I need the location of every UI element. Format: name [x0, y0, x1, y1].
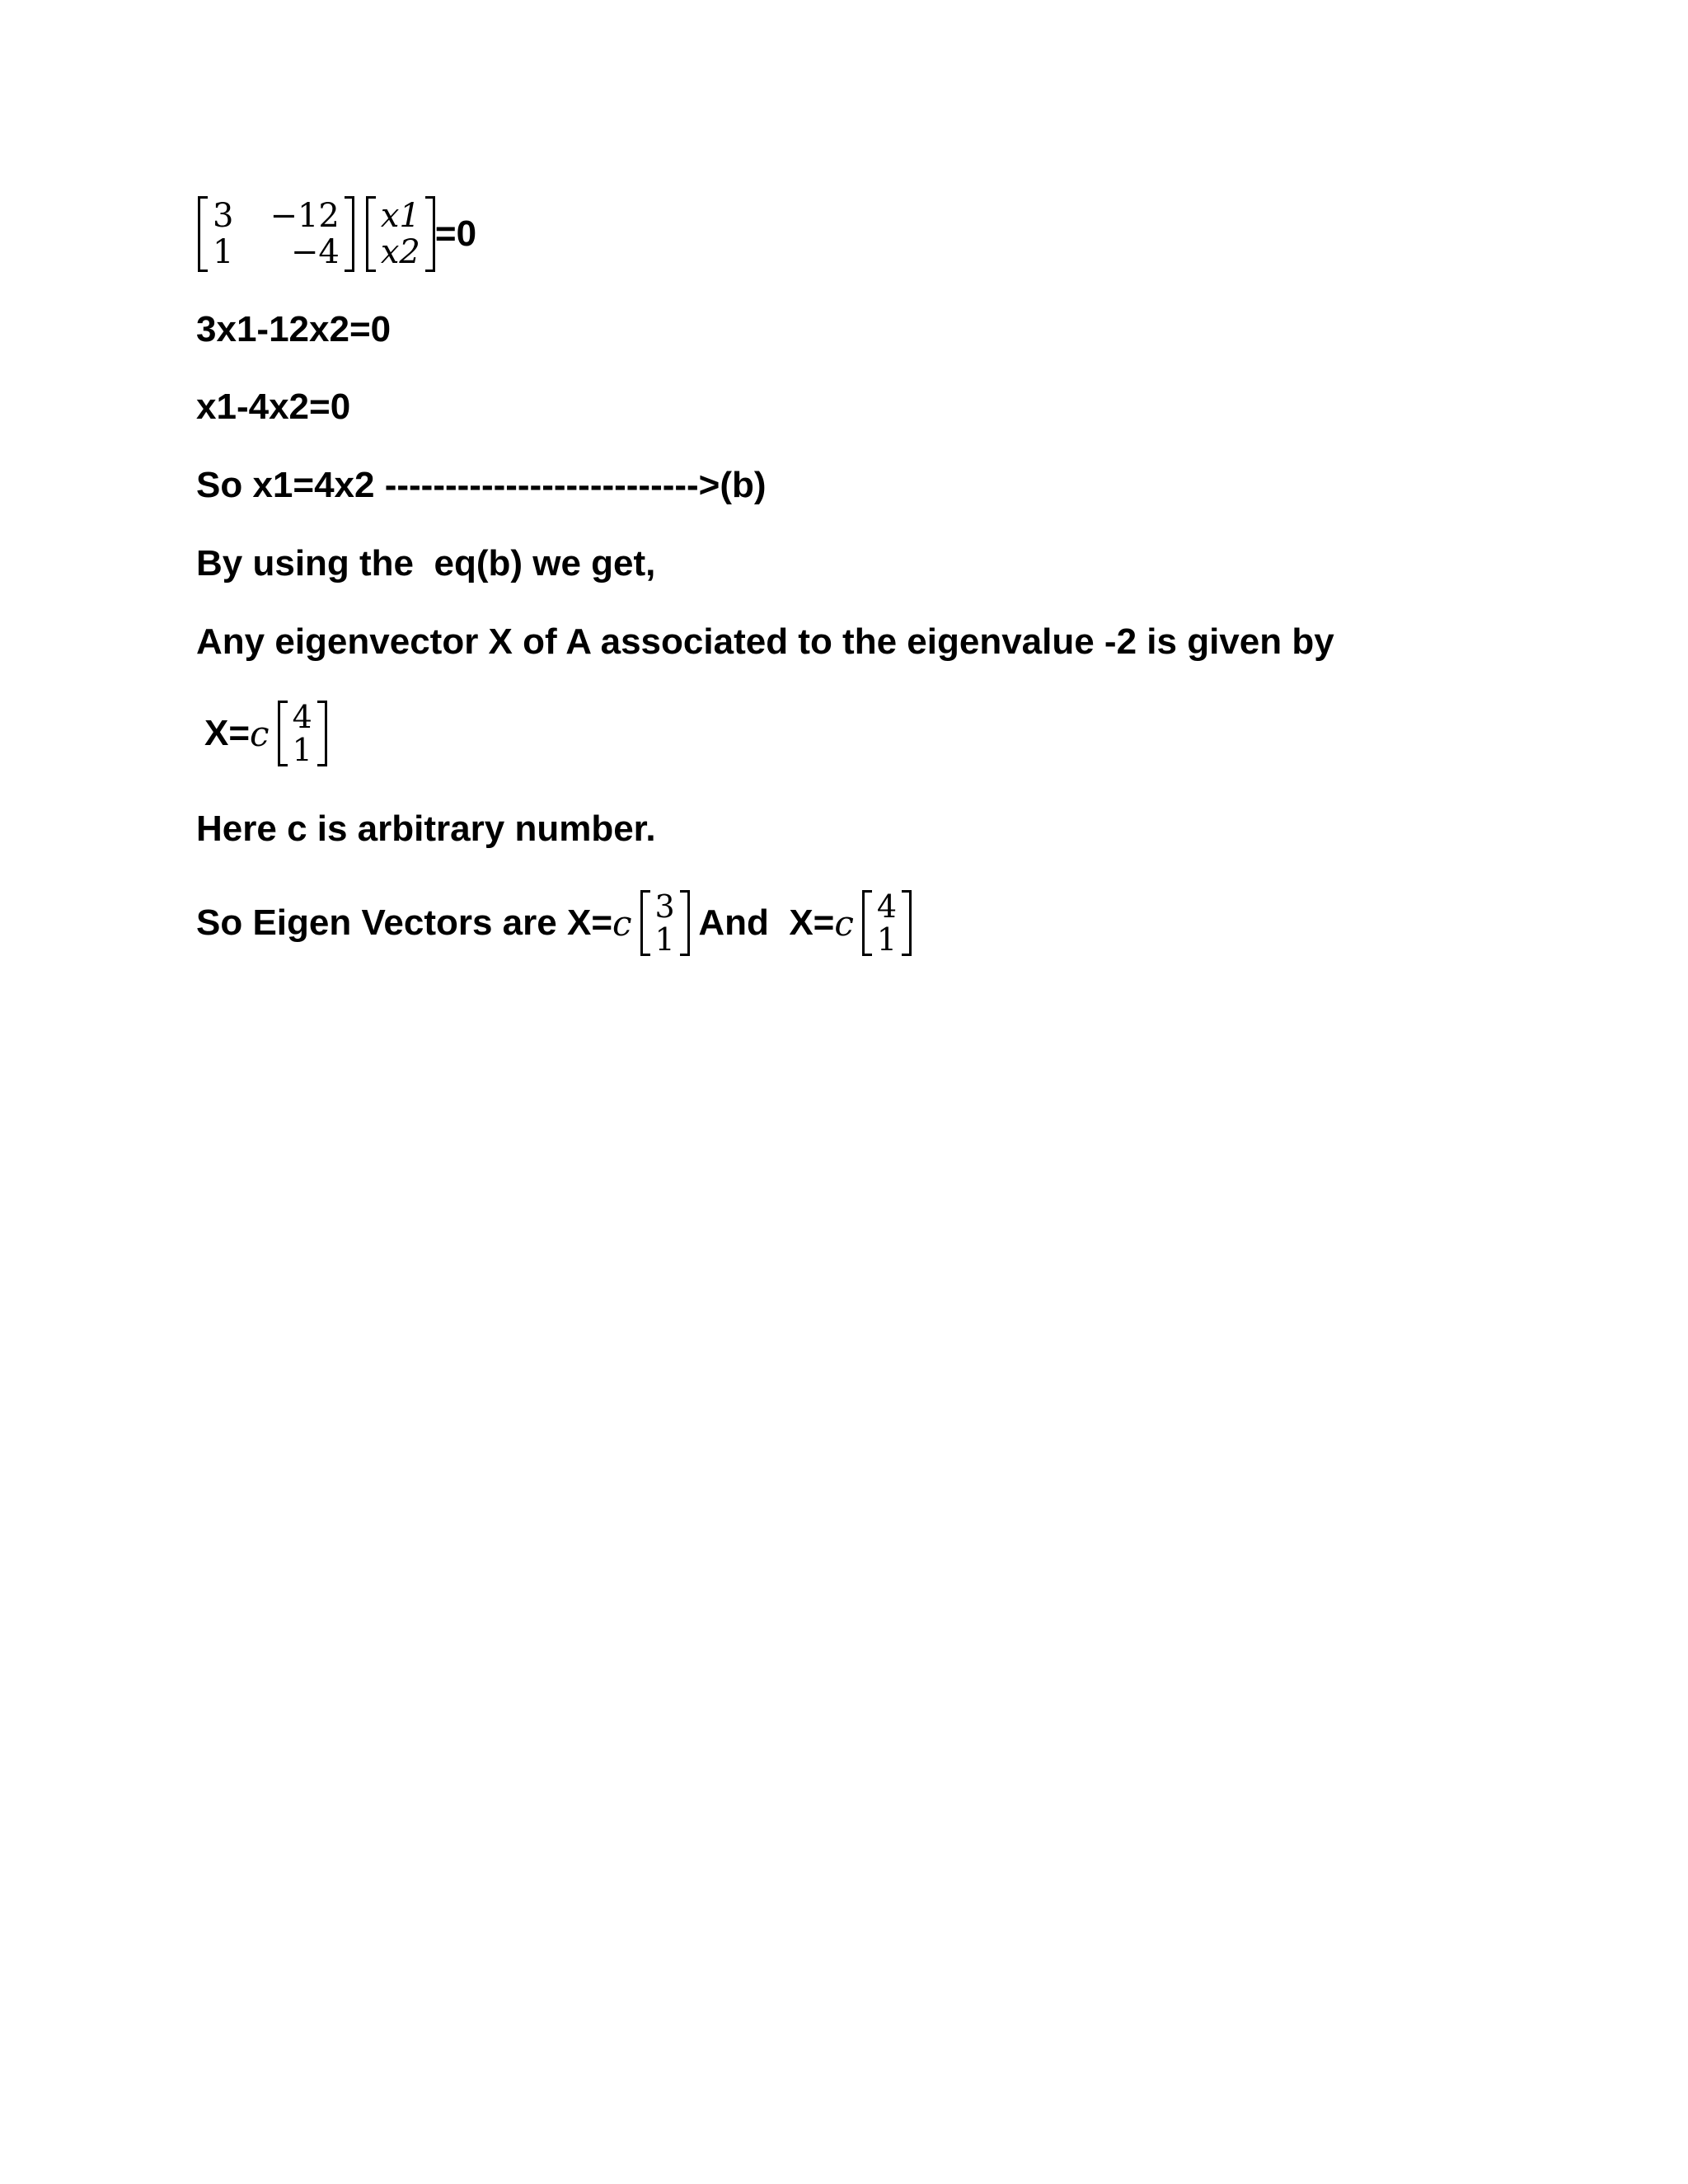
- vector-entry: 1: [292, 732, 312, 768]
- and-text: And: [689, 902, 790, 943]
- coefficient-matrix: [198, 196, 354, 272]
- scalar-c: c: [250, 713, 270, 754]
- x-equals: X=: [566, 902, 613, 943]
- unknown-vector: [366, 196, 435, 272]
- right-bracket: [425, 196, 435, 272]
- final-eigenvectors-line: [196, 890, 912, 956]
- x-equals: X=: [789, 902, 835, 943]
- matrix-cell: 3: [213, 197, 234, 235]
- vector-entry: 1: [654, 921, 675, 958]
- left-bracket: [366, 196, 376, 272]
- vector-entry: 3: [654, 888, 675, 925]
- text-line-arbitrary: Here c is arbitrary number.: [196, 808, 656, 849]
- final-text-start: So Eigen Vectors are: [196, 902, 567, 943]
- x-equals: X=: [204, 713, 251, 753]
- eigenvector-column-2: [862, 890, 912, 956]
- scalar-c: c: [834, 902, 854, 944]
- eigenvector-column: [278, 701, 327, 766]
- matrix-cell: −12: [270, 197, 340, 235]
- scalar-c: c: [612, 902, 632, 944]
- vector-entry: 1: [876, 921, 898, 958]
- right-bracket: [345, 196, 354, 272]
- right-bracket: [902, 890, 912, 956]
- equation-line-2: x1-4x2=0: [196, 387, 351, 427]
- vector-entry: 4: [292, 699, 312, 735]
- left-bracket: [278, 701, 288, 766]
- vector-entry: x1: [380, 197, 420, 235]
- matrix-cell: 1: [213, 233, 234, 271]
- eigenvector-expression: [204, 701, 327, 766]
- right-bracket: [317, 701, 327, 766]
- matrix-equation: [198, 196, 476, 272]
- left-bracket: [862, 890, 872, 956]
- matrix-cell: −4: [290, 233, 340, 271]
- left-bracket: [640, 890, 650, 956]
- text-line-any-eigenvector: Any eigenvector X of A associated to the eigenvalue -2 is given by: [196, 621, 1334, 662]
- vector-entry: x2: [380, 233, 420, 271]
- equation-line-b: So x1=4x2 -------------------------->(b): [196, 465, 767, 505]
- equation-line-1: 3x1-12x2=0: [196, 309, 392, 349]
- right-bracket: [680, 890, 690, 956]
- text-line-by-using: By using the eq(b) we get,: [196, 543, 656, 583]
- left-bracket: [198, 196, 208, 272]
- vector-entry: 4: [876, 888, 898, 925]
- equation-rhs: =0: [434, 213, 477, 254]
- eigenvector-column-1: [640, 890, 690, 956]
